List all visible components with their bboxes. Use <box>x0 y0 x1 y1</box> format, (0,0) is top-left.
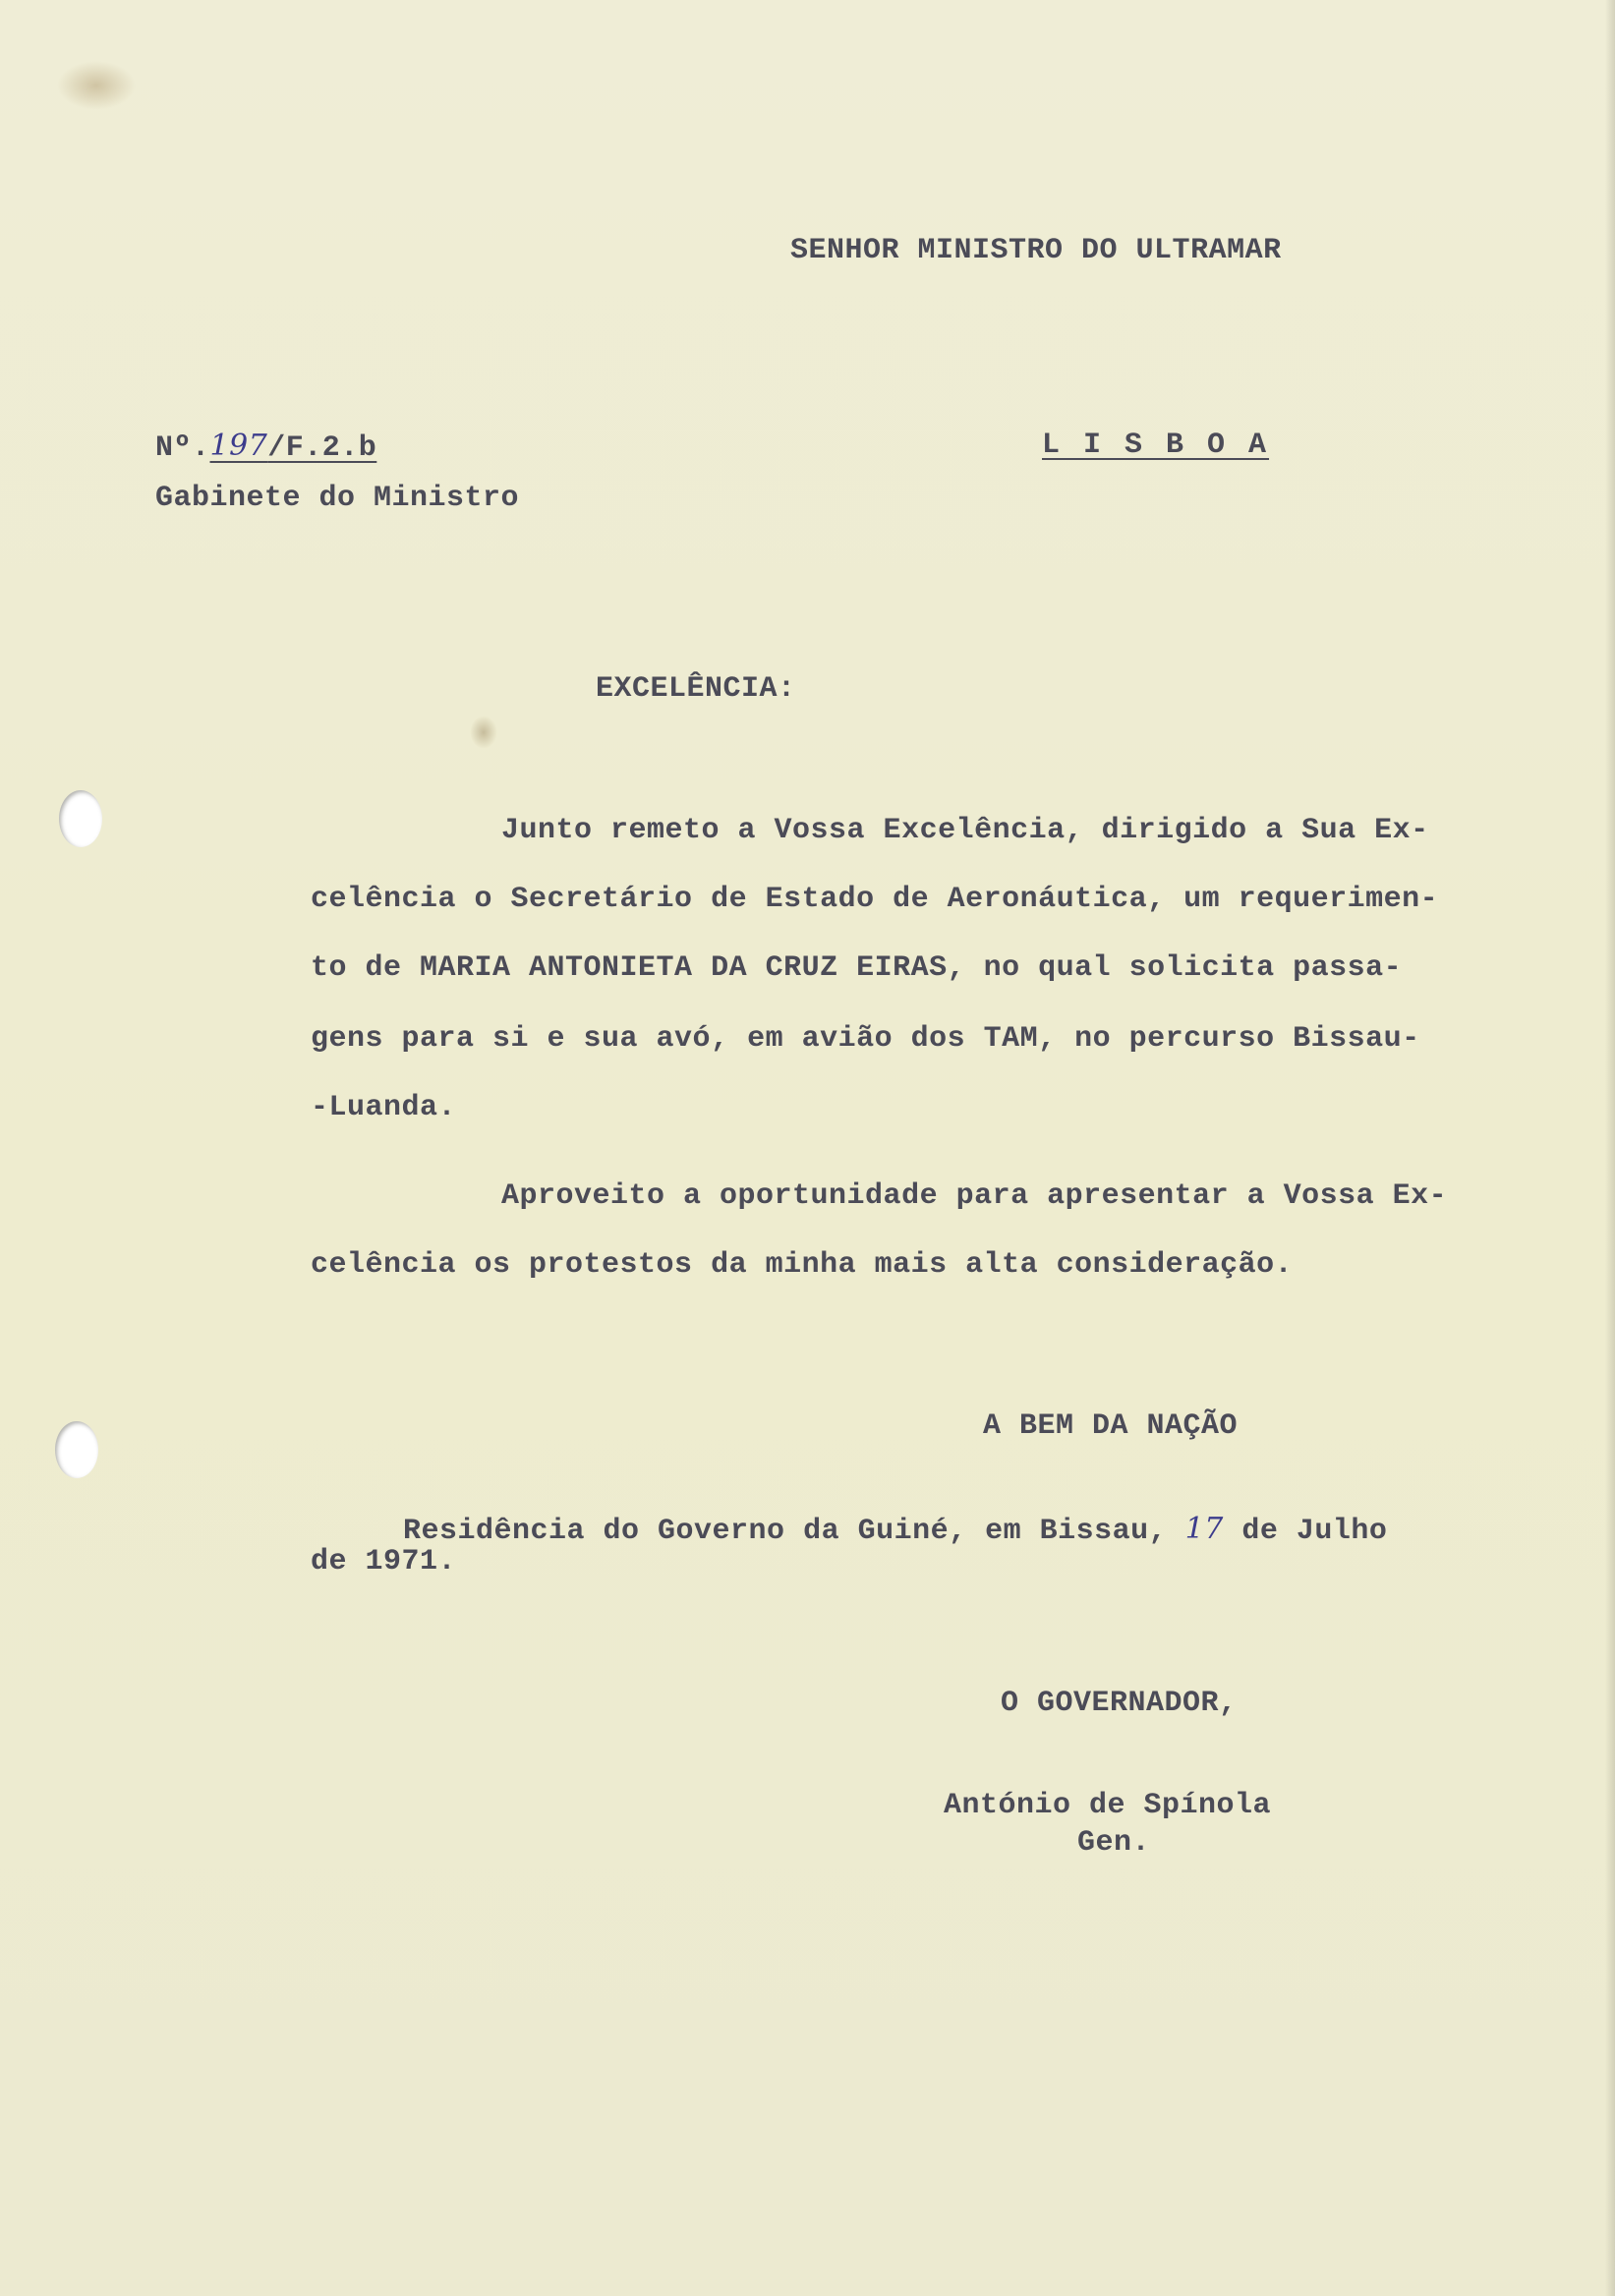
place-date-line-2: de 1971. <box>311 1545 457 1578</box>
body-line: celência o Secretário de Estado de Aeronáutica, um requerimen- <box>311 883 1439 916</box>
body-line: celência os protestos da minha mais alta consideração. <box>311 1248 1294 1282</box>
reference-line <box>155 429 376 465</box>
reference-prefix: Nº. <box>155 431 210 465</box>
office: Gabinete do Ministro <box>155 482 520 515</box>
body-line: Junto remeto a Vossa Excelência, dirigido a Sua Ex- <box>501 814 1429 847</box>
salutation: EXCELÊNCIA: <box>596 672 796 706</box>
place-date-prefix: Residência do Governo da Guiné, em Bissau, <box>403 1515 1168 1548</box>
punch-hole-bottom <box>55 1421 98 1478</box>
addressee: SENHOR MINISTRO DO ULTRAMAR <box>790 234 1282 267</box>
city: L I S B O A <box>1042 429 1270 462</box>
body-line: -Luanda. <box>311 1091 457 1124</box>
punch-hole-top <box>59 790 102 847</box>
rust-stain-top-left <box>57 61 136 110</box>
page-edge-shadow <box>1605 0 1615 2296</box>
body-line: Aproveito a oportunidade para apresentar a Vossa Ex- <box>501 1179 1448 1213</box>
body-line: gens para si e sua avó, em avião dos TAM, no percurso Bissau- <box>311 1022 1420 1056</box>
reference-suffix: /F.2.b <box>267 431 377 465</box>
signatory-name: António de Spínola <box>944 1789 1272 1822</box>
place-date-line-1 <box>403 1512 1387 1548</box>
signatory-rank: Gen. <box>1077 1826 1151 1860</box>
place-date-suffix: de Julho <box>1241 1515 1388 1548</box>
small-stain-mid <box>470 716 497 749</box>
signature-title: O GOVERNADOR, <box>1001 1687 1238 1720</box>
reference-code <box>210 431 377 465</box>
place-date-day: 17 <box>1184 1512 1224 1546</box>
closing-motto: A BEM DA NAÇÃO <box>983 1409 1239 1443</box>
body-line: to de MARIA ANTONIETA DA CRUZ EIRAS, no qual solicita passa- <box>311 951 1403 985</box>
reference-number: 197 <box>209 429 268 463</box>
